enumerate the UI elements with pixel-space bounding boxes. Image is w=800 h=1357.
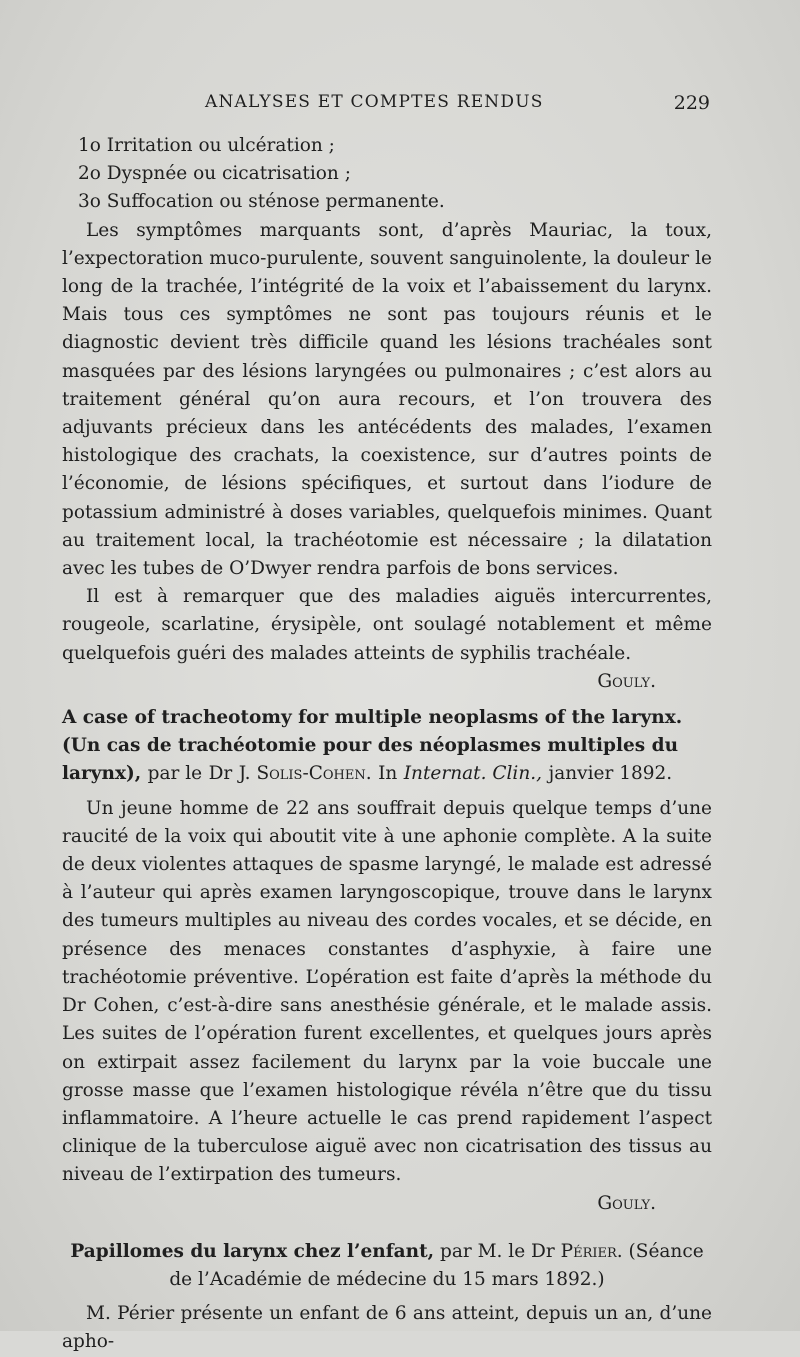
list-item: 1o Irritation ou ulcération ; (78, 135, 335, 156)
running-header (205, 92, 710, 118)
running-title: ANALYSES ET COMPTES RENDUS (205, 92, 544, 112)
article-title-en: A case of tracheotomy for multiple neoplasms of the larynx. (62, 707, 683, 729)
paragraph-remark (62, 583, 712, 668)
article-journal: Internat. Clin., (403, 763, 543, 785)
article3-heading-line (62, 1238, 712, 1294)
article-date: janvier 1892. (548, 763, 673, 785)
list-item: 3o Suffocation ou sténose permanente. (78, 191, 445, 213)
article-in: In (378, 763, 398, 785)
article-by: par le (147, 763, 203, 785)
signature: Gouly. (597, 670, 656, 692)
article3-source: (Séance de l’Académie de médecine du 15 mars 1892.) (169, 1240, 704, 1290)
signature: Gouly. (597, 1192, 656, 1214)
article3-title: Papillomes du larynx chez l’enfant, (70, 1240, 435, 1262)
article3-author: Périer. (560, 1240, 623, 1262)
article3-body: M. Périer présente un enfant de 6 ans atteint, depuis un an, d’une apho- (62, 1303, 712, 1353)
author-prefix: Dr (208, 763, 233, 785)
remark-text: Il est à remarquer que des maladies aiguës intercurrentes, rougeole, scarlatine, érysipèle, ont soulagé notablement et même quelquefois guéri des malades atteints de syphilis trachéale. (62, 586, 712, 664)
author-prefix: Dr (531, 1240, 555, 1262)
paragraph-symptoms: Les symptômes marquants sont, d’après Mauriac, la toux, l’expectoration muco-purulente, souvent sanguinolente, la douleur le long de la trachée, l’intégrité de la voix et l’abaissement du larynx. Mais tous ces symptômes ne sont pas toujours réunis et le diagnostic devient très difficile quand les lésions trachéales sont masquées par des lésions laryngées ou pulmonaires ; c’est alors au traitement général qu’on aura recours, et l’on trouvera des adjuvants précieux dans les antécédents des malades, l’examen histologique des crachats, la coexistence, sur d’autres points de l’économie, de lésions spécifiques, et surtout dans l’iodure de potassium administré à doses variables, quelquefois minimes. Quant au traitement local, la trachéotomie est nécessaire ; la dilatation avec les tubes de O’Dwyer rendra parfois de bons services. (62, 219, 712, 580)
article-heading (62, 704, 712, 789)
page-number: 229 (673, 92, 710, 114)
article-body: Un jeune homme de 22 ans souffrait depuis quelque temps d’une raucité de la voix qui aboutit vite à une aphonie complète. A la suite de deux violentes attaques de spasme laryngé, le malade est adressé à l’auteur qui après examen laryngoscopique, trouve dans le larynx des tumeurs multiples au niveau des cordes vocales, et se décide, en présence des menaces constantes d’asphyxie, à faire une trachéotomie préventive. L’opération est faite d’après la méthode du Dr Cohen, c’est-à-dire sans anesthésie générale, et le malade assis. Les suites de l’opération furent excellentes, et quelques jours après on extirpait assez facilement du larynx par la voie buccale une grosse masse que l’examen histologique révéla n’être que du tissu inflammatoire. A l’heure actuelle le cas prend rapidement l’aspect clinique de la tuberculose aiguë avec non cicatrisation des tissus au niveau de l’extirpation des tumeurs. (62, 797, 712, 1186)
article3-by: par M. le (439, 1240, 526, 1262)
list-item: 2o Dyspnée ou cicatrisation ; (78, 163, 351, 185)
page-body (62, 132, 712, 1357)
article-author: J. Solis-Cohen. (238, 763, 372, 785)
article-title-fr: (Un cas de trachéotomie pour des néoplasmes multiples du larynx), (62, 735, 679, 785)
article-heading (62, 1238, 712, 1294)
